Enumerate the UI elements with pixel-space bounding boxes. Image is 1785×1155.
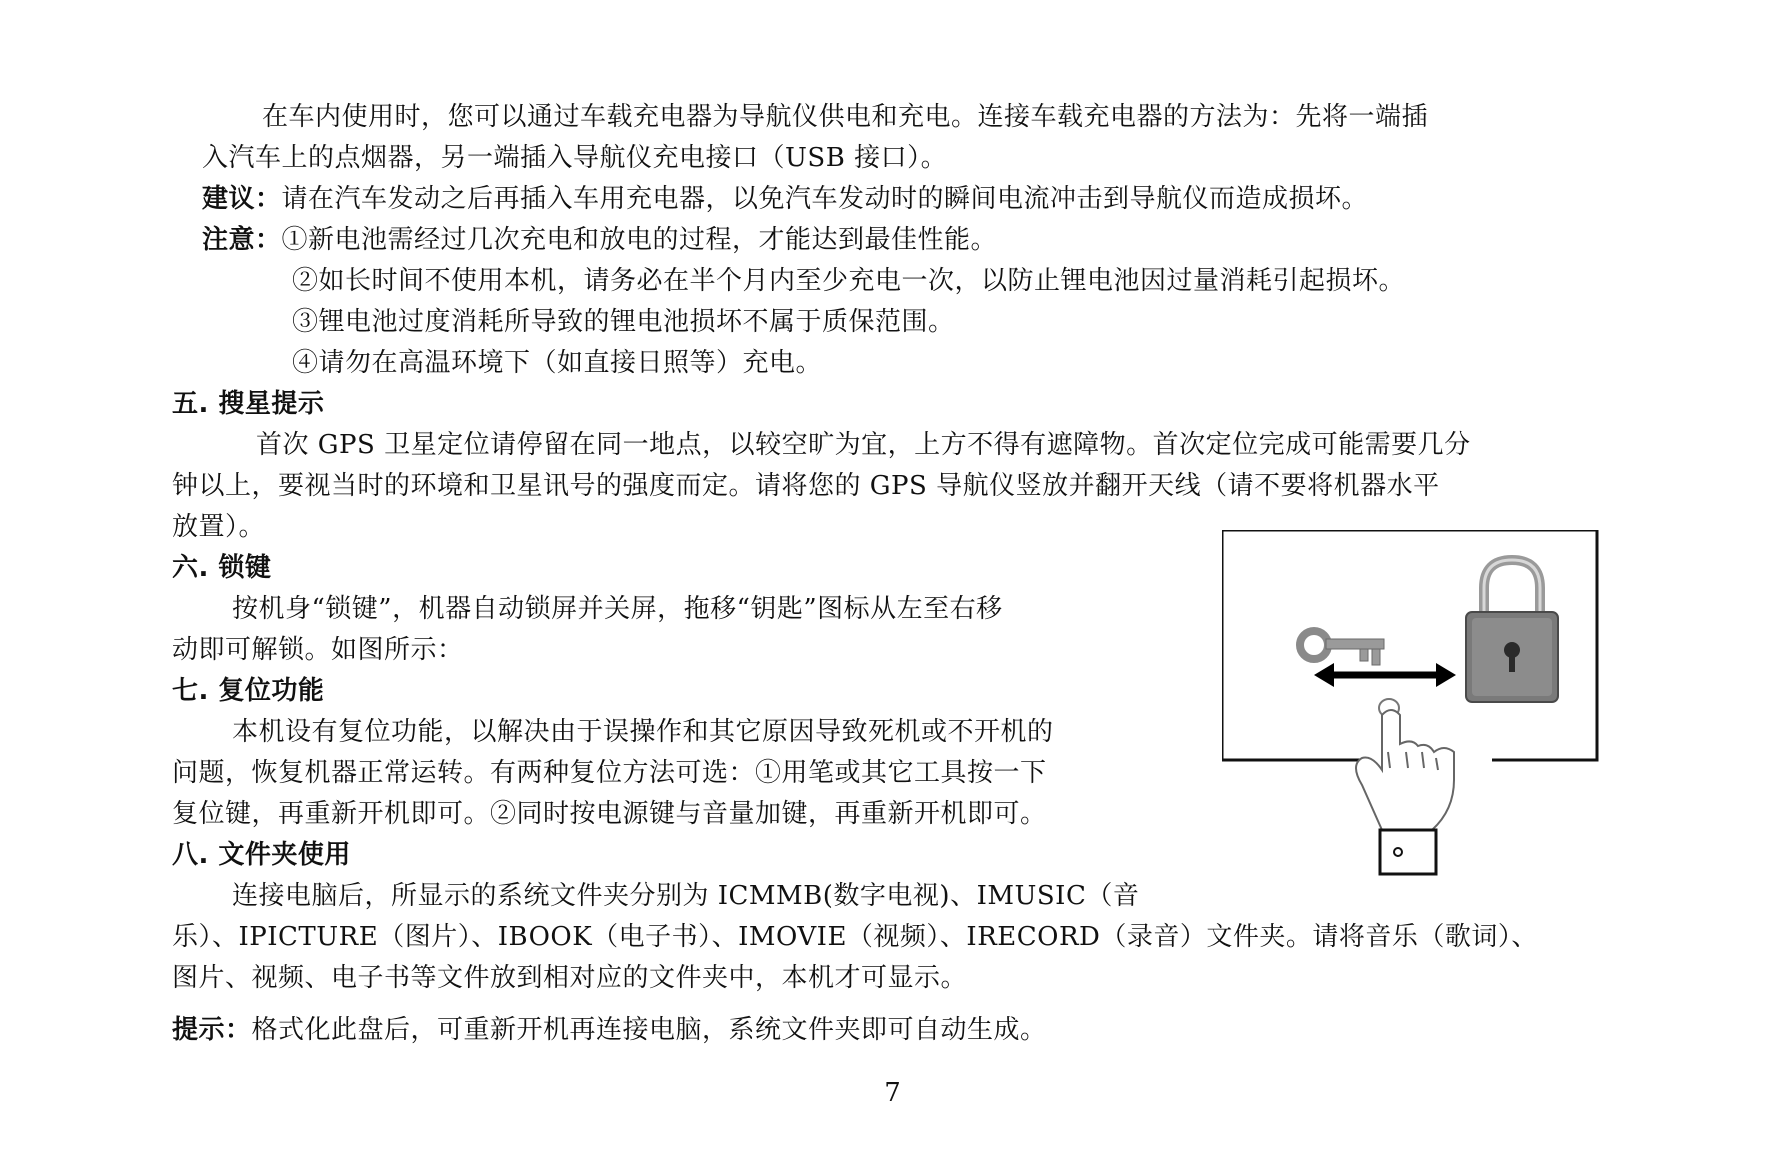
notes-paragraph <box>202 223 997 257</box>
section5-line-2: 钟以上，要视当时的环境和卫星讯号的强度而定。请将您的 GPS 导航仪竖放并翻开天线（请不要将机器水平 <box>172 471 1440 501</box>
section8-line-2: 乐）、IPICTURE（图片）、IBOOK（电子书）、IMOVIE（视频）、IRECORD（录音）文件夹。请将音乐（歌词）、 <box>172 922 1538 952</box>
section5-line-1: 首次 GPS 卫星定位请停留在同一地点，以较空旷为宜，上方不得有遮障物。首次定位完成可能需要几分 <box>256 430 1471 460</box>
suggestion-paragraph <box>202 182 1368 216</box>
pointing-hand-icon <box>1356 699 1454 874</box>
note-item-3: ③锂电池过度消耗所导致的锂电池损坏不属于质保范围。 <box>292 307 955 337</box>
padlock-icon <box>1466 560 1558 702</box>
section7-title: 七. 复位功能 <box>172 676 325 706</box>
notes-label: 注意： <box>202 225 282 255</box>
section6-line-2: 动即可解锁。如图所示： <box>172 635 464 665</box>
tip-label: 提示： <box>172 1015 252 1045</box>
note-item-4: ④请勿在高温环境下（如直接日照等）充电。 <box>292 348 823 378</box>
section7-line-3: 复位键，再重新开机即可。②同时按电源键与音量加键，再重新开机即可。 <box>172 799 1047 829</box>
section6-title: 六. 锁键 <box>172 553 272 583</box>
section7-line-2: 问题，恢复机器正常运转。有两种复位方法可选：①用笔或其它工具按一下 <box>172 758 1047 788</box>
section8-line-3: 图片、视频、电子书等文件放到相对应的文件夹中，本机才可显示。 <box>172 963 968 993</box>
suggestion-text: 请在汽车发动之后再插入车用充电器，以免汽车发动时的瞬间电流冲击到导航仪而造成损坏。 <box>281 184 1369 214</box>
section8-line-1: 连接电脑后，所显示的系统文件夹分别为 ICMMB(数字电视)、IMUSIC（音 <box>232 881 1140 911</box>
tip-paragraph <box>172 1013 1047 1047</box>
charging-line-2: 入汽车上的点烟器，另一端插入导航仪充电接口（USB 接口）。 <box>202 143 948 173</box>
charging-line-1: 在车内使用时，您可以通过车载充电器为导航仪供电和充电。连接车载充电器的方法为：先将一端插 <box>262 102 1429 132</box>
section6-line-1: 按机身“锁键”，机器自动锁屏并关屏，拖移“钥匙”图标从左至右移 <box>232 594 1003 624</box>
key-icon <box>1300 631 1384 665</box>
unlock-illustration <box>1222 530 1612 900</box>
note-item-2: ②如长时间不使用本机，请务必在半个月内至少充电一次，以防止锂电池因过量消耗引起损坏。 <box>292 266 1406 296</box>
tip-text: 格式化此盘后，可重新开机再连接电脑，系统文件夹即可自动生成。 <box>251 1015 1047 1045</box>
section7-line-1: 本机设有复位功能，以解决由于误操作和其它原因导致死机或不开机的 <box>232 717 1054 747</box>
suggestion-label: 建议： <box>202 184 282 214</box>
section5-line-3: 放置）。 <box>172 512 266 542</box>
note-item-1: ①新电池需经过几次充电和放电的过程，才能达到最佳性能。 <box>281 225 998 255</box>
page-number: 7 <box>884 1078 901 1108</box>
double-arrow-icon <box>1314 663 1456 687</box>
section5-title: 五. 搜星提示 <box>172 389 325 419</box>
section8-title: 八. 文件夹使用 <box>172 840 351 870</box>
